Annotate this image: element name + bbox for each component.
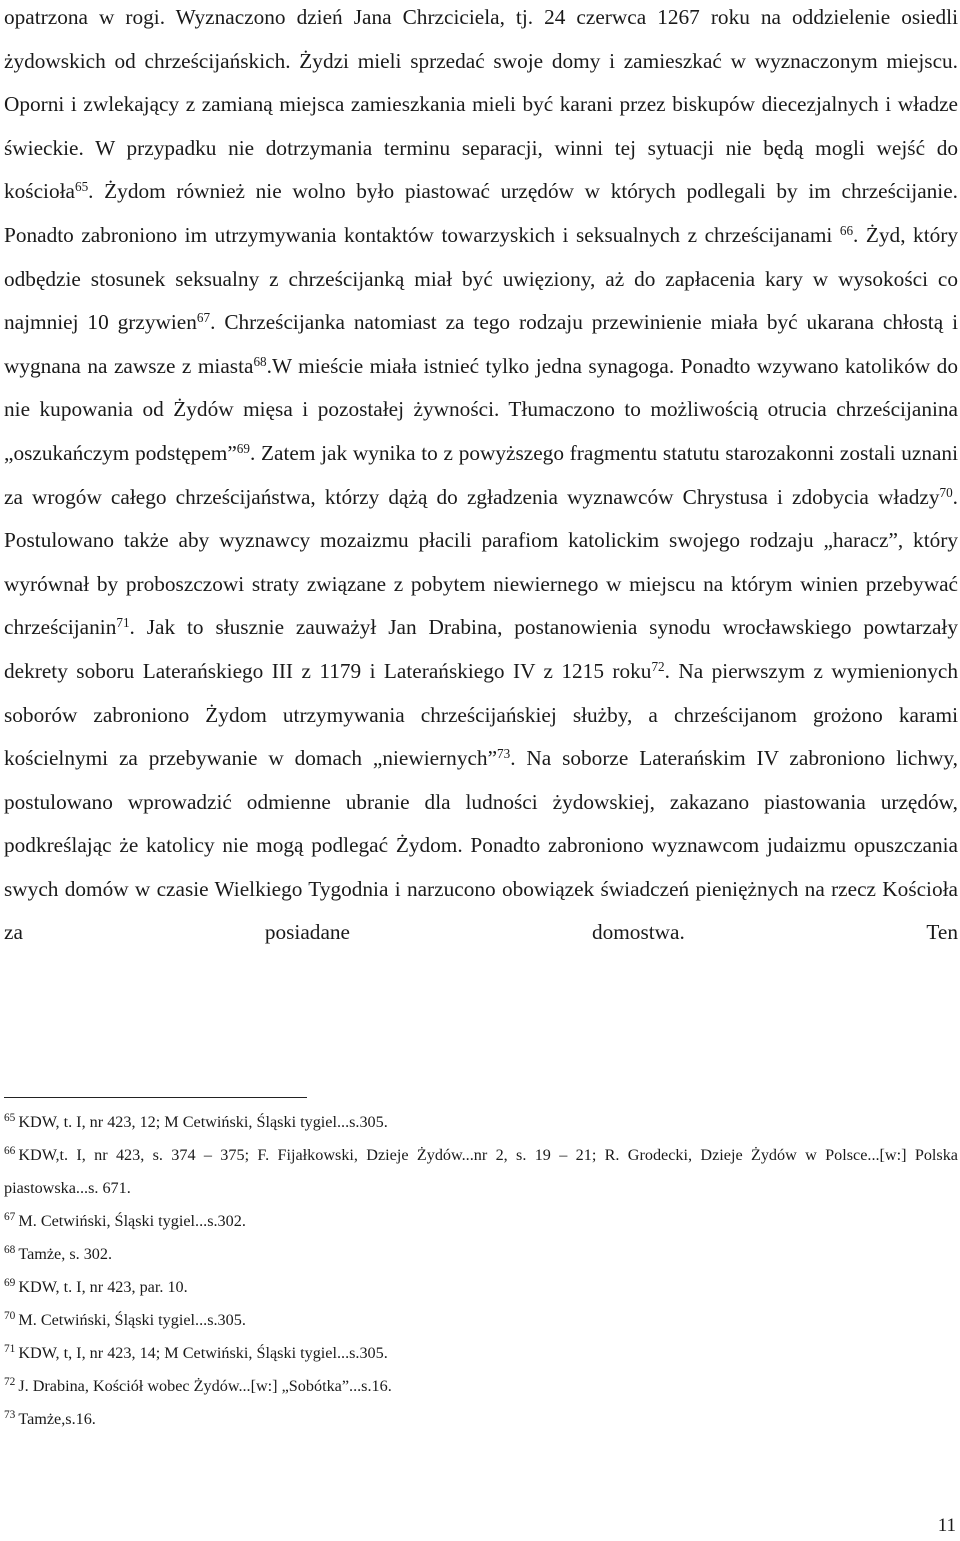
footnote-number: 67 xyxy=(4,1211,16,1224)
paragraph-text-segment: . Żyd, który odbędzie stosunek seksualny z chrześcijanką miał być uwięziony, aż do zapłacenia kary w wysokości co najmniej 10 grzywien xyxy=(4,222,958,335)
footnote-number: 65 xyxy=(4,1112,16,1125)
footnote-number: 73 xyxy=(4,1409,16,1422)
footnote-text: Tamże, s. 302. xyxy=(18,1245,113,1263)
footnote-text: KDW,t. I, nr 423, s. 374 – 375; F. Fijałkowski, Dzieje Żydów...nr 2, s. 19 – 21; R. Grodecki, Dzieje Żydów w Polsce...[w:] Polska piastowska...s. 671. xyxy=(4,1146,958,1197)
footnote-text: Tamże,s.16. xyxy=(18,1410,96,1428)
footnote-text: KDW, t. I, nr 423, par. 10. xyxy=(18,1278,188,1296)
footnote-reference: 69 xyxy=(236,440,250,456)
body-paragraph xyxy=(4,0,958,955)
footnote-number: 69 xyxy=(4,1277,16,1290)
paragraph-text-segment: . Na pierwszym z wymienionych soborów zabroniono Żydom utrzymywania chrześcijańskiej służby, a chrześcijanom grożono karami kościelnymi za przebywanie w domach „niewiernych” xyxy=(4,658,958,771)
footnote-text: KDW, t. I, nr 423, 12; M Cetwiński, Śląski tygiel...s.305. xyxy=(18,1113,388,1131)
footnote-reference: 65 xyxy=(74,179,89,195)
footnote-item xyxy=(4,1337,958,1370)
footnote-item xyxy=(4,1139,958,1205)
footnote-reference: 67 xyxy=(196,309,211,325)
footnote-reference: 73 xyxy=(497,745,511,761)
footnote-item xyxy=(4,1304,958,1337)
paragraph-text-segment: . Jak to słusznie zauważył Jan Drabina, postanowienia synodu wrocławskiego powtarzały dekrety soboru Laterańskiego III z 1179 i Laterańskiego IV z 1215 roku xyxy=(4,615,958,683)
footnote-text: M. Cetwiński, Śląski tygiel...s.302. xyxy=(18,1212,246,1230)
footnote-text: M. Cetwiński, Śląski tygiel...s.305. xyxy=(18,1311,246,1329)
footnote-reference: 72 xyxy=(651,658,665,674)
footnote-text: KDW, t, I, nr 423, 14; M Cetwiński, Śląski tygiel...s.305. xyxy=(18,1344,388,1362)
footnote-reference: 68 xyxy=(253,353,267,369)
page-number: 11 xyxy=(937,1515,956,1536)
paragraph-text-segment: opatrzona w rogi. Wyznaczono dzień Jana Chrzciciela, tj. 24 czerwca 1267 roku na oddzielenie osiedli żydowskich od chrześcijańskich. Żydzi mieli sprzedać swoje domy i zamieszkać w wyznaczonym miejscu. Oporni i zwlekający z zamianą miejsca zamieszkania mieli być karani przez biskupów diecezjalnych i władze świeckie. W przypadku nie dotrzymania terminu separacji, winni tej sytuacji nie będą mogli wejść do kościoła xyxy=(4,5,958,204)
footnote-number: 66 xyxy=(4,1145,16,1158)
paragraph-text-segment: .W mieście miała istnieć tylko jedna synagoga. Ponadto wzywano katolików do nie kupowania od Żydów mięsa i pozostałej żywności. Tłumaczono to możliwością otrucia chrześcijanina „oszukańczym podstępem” xyxy=(4,353,958,465)
footnote-reference: 70 xyxy=(939,484,953,500)
footnote-item xyxy=(4,1205,958,1238)
footnote-item xyxy=(4,1370,958,1403)
footnote-item xyxy=(4,1238,958,1271)
footnote-divider xyxy=(4,1097,307,1098)
paragraph-text-segment: . Postulowano także aby wyznawcy mozaizmu płacili parafiom katolickim swojego rodzaju „haracz”, który wyrównał by proboszczowi straty związane z pobytem niewiernego w miejscu na którym winien przebywać chrześcijanin xyxy=(4,484,958,640)
footnote-item xyxy=(4,1271,958,1304)
paragraph-text-segment: . Żydom również nie wolno było piastować urzędów w których podlegali by im chrześcijanie. Ponadto zabroniono im utrzymywania kontaktów towarzyskich i seksualnych z chrześcijanami xyxy=(4,179,958,247)
footnote-reference: 71 xyxy=(116,615,130,631)
footnote-item xyxy=(4,1106,958,1139)
footnote-number: 68 xyxy=(4,1244,16,1257)
paragraph-text-segment: . Na soborze Laterańskim IV zabroniono lichwy, postulowano wprowadzić odmienne ubranie dla ludności żydowskiej, zakazano piastowania urzędów, podkreślając że katolicy nie mogą podlegać Żydom. Ponadto zabroniono wyznawcom judaizmu opuszczania swych domów w czasie Wielkiego Tygodnia i narzucono obowiązek świadczeń pieniężnych na rzecz Kościoła za posiadane domostwa. Ten xyxy=(4,746,958,945)
footnote-text: J. Drabina, Kościół wobec Żydów...[w:] „Sobótka”...s.16. xyxy=(18,1377,392,1395)
footnote-number: 72 xyxy=(4,1376,16,1389)
footnote-item xyxy=(4,1403,958,1436)
footnotes-list xyxy=(4,1106,958,1436)
footnote-number: 70 xyxy=(4,1310,16,1323)
paragraph-text-segment: . Zatem jak wynika to z powyższego fragmentu statutu starozakonni zostali uznani za wrogów całego chrześcijaństwa, którzy dążą do zgładzenia wyznawców Chrystusa i zdobycia władzy xyxy=(4,440,959,509)
footnote-reference: 66 xyxy=(839,222,854,238)
paragraph-text-segment: . Chrześcijanka natomiast za tego rodzaju przewinienie miała być ukarana chłostą i wygnana na zawsze z miasta xyxy=(4,310,958,378)
footnote-number: 71 xyxy=(4,1343,16,1356)
